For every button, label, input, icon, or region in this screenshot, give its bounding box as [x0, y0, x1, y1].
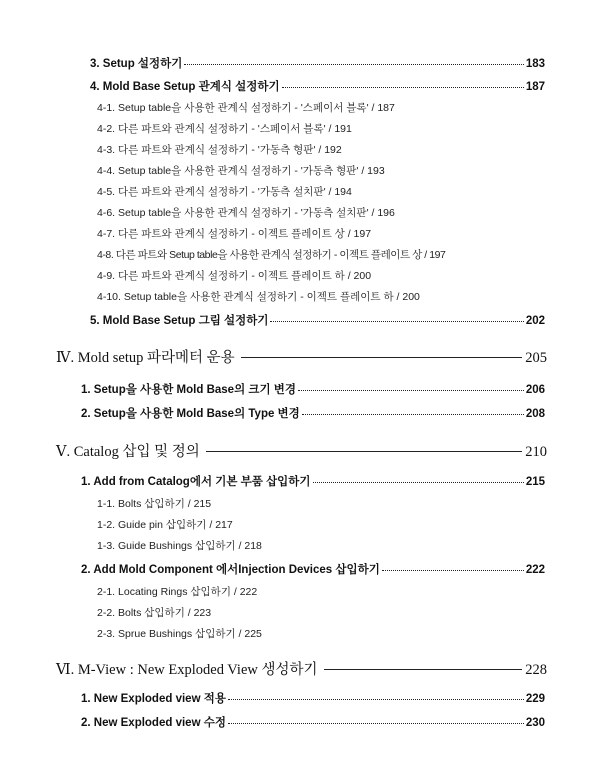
- section-title: 2. Setup을 사용한 Mold Base의 Type 변경: [81, 408, 300, 420]
- toc-section-4-relations[interactable]: [90, 78, 545, 94]
- toc-subsection[interactable]: 2-3. Sprue Bushings 삽입하기 / 225: [97, 628, 262, 640]
- rule-leader: [241, 357, 523, 358]
- toc-subsection[interactable]: 4-4. Setup table을 사용한 관계식 설정하기 - '가동측 형판' / 193: [97, 165, 385, 177]
- page-number: 229: [525, 693, 545, 705]
- section-title: 2. New Exploded view 수정: [81, 717, 226, 729]
- chapter-title: Ⅵ. M-View : New Exploded View 생성하기: [56, 662, 318, 678]
- page-number: 202: [525, 315, 545, 327]
- toc-section-5-figure[interactable]: [90, 312, 545, 328]
- page-number: 205: [525, 350, 547, 366]
- chapter-title: Ⅴ. Catalog 삽입 및 정의: [56, 444, 200, 460]
- toc-chapter-4-section-1[interactable]: [81, 381, 545, 397]
- dot-leader: [228, 699, 524, 700]
- toc-subsection[interactable]: 1-3. Guide Bushings 삽입하기 / 218: [97, 540, 262, 552]
- section-title: 5. Mold Base Setup 그림 설정하기: [90, 315, 269, 327]
- toc-chapter-6[interactable]: [56, 658, 547, 679]
- toc-chapter-5-section-2[interactable]: [81, 561, 545, 577]
- dot-leader: [270, 321, 523, 322]
- page-number: 222: [525, 564, 545, 576]
- toc-subsection[interactable]: 4-1. Setup table을 사용한 관계식 설정하기 - '스페이서 블록' / 187: [97, 102, 395, 114]
- toc-subsection[interactable]: 2-2. Bolts 삽입하기 / 223: [97, 607, 212, 619]
- dot-leader: [184, 64, 523, 65]
- toc-subsection[interactable]: 4-6. Setup table을 사용한 관계식 설정하기 - '가동측 설치판' / 196: [97, 207, 395, 219]
- page-number: 206: [525, 384, 545, 396]
- page-number: 215: [525, 476, 545, 488]
- section-title: 1. Add from Catalog에서 기본 부품 삽입하기: [81, 476, 311, 488]
- dot-leader: [282, 87, 524, 88]
- page-number: 208: [525, 408, 545, 420]
- toc-subsection[interactable]: 4-7. 다른 파트와 관계식 설정하기 - 이젝트 플레이트 상 / 197: [97, 228, 372, 240]
- dot-leader: [228, 723, 524, 724]
- section-title: 3. Setup 설정하기: [90, 58, 183, 70]
- page-number: 230: [525, 717, 545, 729]
- rule-leader: [206, 451, 523, 452]
- page-number: 183: [525, 58, 545, 70]
- toc-subsection[interactable]: 1-1. Bolts 삽입하기 / 215: [97, 498, 212, 510]
- page-number: 210: [525, 444, 547, 460]
- toc-chapter-5-section-1[interactable]: [81, 473, 545, 489]
- toc-subsection[interactable]: 2-1. Locating Rings 삽입하기 / 222: [97, 586, 258, 598]
- section-title: 2. Add Mold Component 에서Injection Devices 삽입하기: [81, 564, 380, 576]
- toc-subsection[interactable]: 1-2. Guide pin 삽입하기 / 217: [97, 519, 233, 531]
- toc-subsection[interactable]: 4-8. 다른 파트와 Setup table을 사용한 관계식 설정하기 - 이젝트 플레이트 상 / 197: [97, 249, 446, 261]
- toc-chapter-4-section-2[interactable]: [81, 405, 545, 421]
- toc-chapter-6-section-2[interactable]: [81, 714, 545, 730]
- chapter-title: Ⅳ. Mold setup 파라메터 운용: [56, 350, 235, 366]
- toc-section-3-setup[interactable]: [90, 55, 545, 71]
- page-number: 228: [525, 662, 547, 678]
- section-title: 1. New Exploded view 적용: [81, 693, 226, 705]
- section-title: 4. Mold Base Setup 관계식 설정하기: [90, 81, 280, 93]
- dot-leader: [313, 482, 524, 483]
- toc-subsection[interactable]: 4-9. 다른 파트와 관계식 설정하기 - 이젝트 플레이트 하 / 200: [97, 270, 372, 282]
- dot-leader: [382, 570, 524, 571]
- page-number: 187: [525, 81, 545, 93]
- toc-chapter-5[interactable]: [56, 440, 547, 461]
- toc-chapter-6-section-1[interactable]: [81, 690, 545, 706]
- dot-leader: [302, 414, 524, 415]
- toc-subsection[interactable]: 4-5. 다른 파트와 관계식 설정하기 - '가동측 설치판' / 194: [97, 186, 352, 198]
- rule-leader: [324, 669, 523, 670]
- dot-leader: [298, 390, 524, 391]
- section-title: 1. Setup을 사용한 Mold Base의 크기 변경: [81, 384, 297, 396]
- toc-subsection[interactable]: 4-2. 다른 파트와 관계식 설정하기 - '스페이서 블록' / 191: [97, 123, 352, 135]
- toc-subsection[interactable]: 4-3. 다른 파트와 관계식 설정하기 - '가동측 형판' / 192: [97, 144, 342, 156]
- toc-chapter-4[interactable]: [56, 346, 547, 367]
- toc-subsection[interactable]: 4-10. Setup table을 사용한 관계식 설정하기 - 이젝트 플레이트 하 / 200: [97, 291, 420, 303]
